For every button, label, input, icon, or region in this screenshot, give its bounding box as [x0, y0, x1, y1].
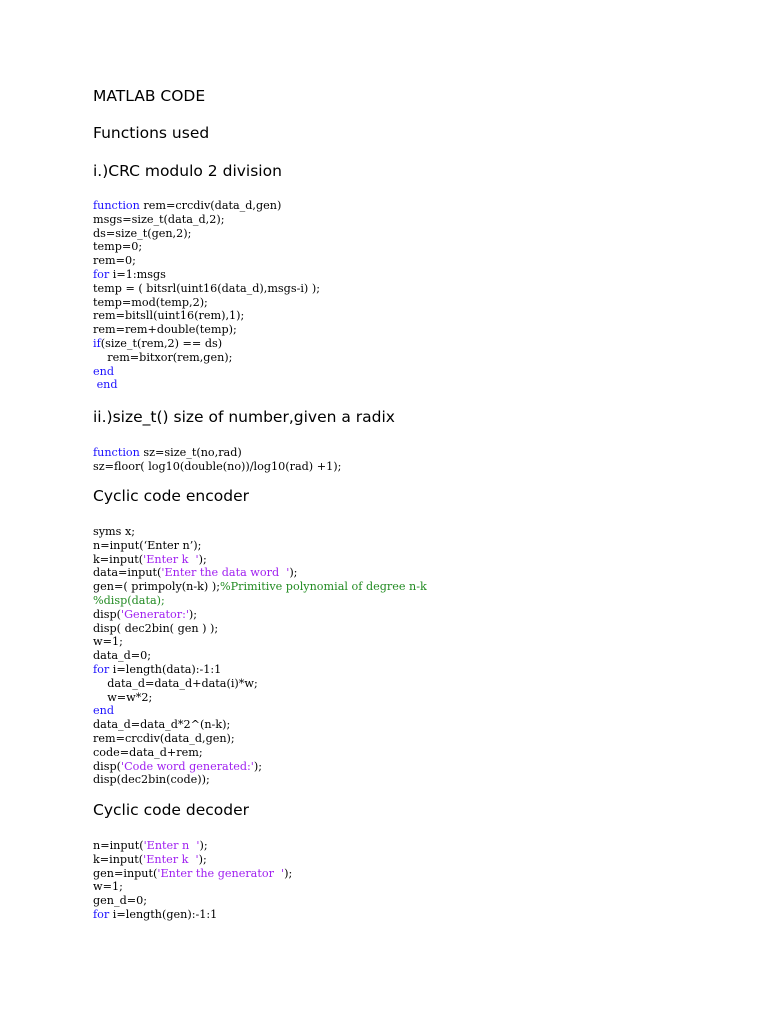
code-text: data=input(	[93, 566, 162, 580]
code-line	[93, 446, 341, 460]
code-text: msgs=size_t(data_d,2);	[93, 212, 225, 226]
code-text: k=input(	[93, 852, 144, 866]
code-block-cyclic-encoder	[93, 525, 427, 787]
code-text: temp=0;	[93, 240, 143, 254]
section-heading-cyclic-decoder: Cyclic code decoder	[93, 801, 250, 819]
code-text: rem=0;	[93, 254, 136, 268]
code-text: gen_d=0;	[93, 894, 148, 908]
code-text: rem=crcdiv(data_d,gen)	[139, 199, 282, 212]
code-line	[93, 867, 292, 881]
code-keyword: function	[93, 446, 140, 459]
code-keyword: for	[93, 662, 110, 676]
code-line	[93, 594, 427, 608]
code-keyword: end	[93, 704, 114, 718]
code-text: temp = ( bitsrl(uint16(data_d),msgs-i) );	[93, 281, 320, 295]
code-line	[93, 213, 320, 227]
code-keyword: function	[93, 199, 140, 212]
code-string: 'Code word generated:'	[121, 759, 254, 773]
section-heading-size-t: ii.)size_t() size of number,given a radix	[93, 408, 395, 426]
code-line	[93, 853, 292, 867]
code-line	[93, 309, 320, 323]
code-text: sz=floor( log10(double(no))/log10(rad) +1);	[93, 459, 342, 473]
code-keyword: end	[93, 364, 114, 378]
code-text: w=1;	[93, 880, 123, 894]
code-block-crcdiv	[93, 199, 320, 392]
code-line	[93, 268, 320, 282]
code-keyword: for	[93, 907, 110, 921]
code-line	[93, 880, 292, 894]
code-line	[93, 539, 427, 553]
code-text: );	[253, 759, 262, 773]
section-heading-crc-division: i.)CRC modulo 2 division	[93, 162, 282, 180]
code-comment: %disp(data);	[93, 593, 165, 607]
code-line	[93, 365, 320, 379]
code-line	[93, 746, 427, 760]
code-string: 'Enter the data word '	[161, 566, 290, 580]
code-string: 'Enter k '	[143, 552, 199, 566]
code-line	[93, 622, 427, 636]
code-text: rem=bitxor(rem,gen);	[93, 350, 233, 364]
code-line	[93, 378, 320, 392]
code-text: syms x;	[93, 525, 136, 538]
code-block-size-t	[93, 446, 341, 474]
code-line	[93, 691, 427, 705]
code-text: w=1;	[93, 635, 123, 649]
section-heading-cyclic-encoder: Cyclic code encoder	[93, 487, 249, 505]
section-heading-functions-used: Functions used	[93, 124, 210, 142]
code-comment: %Primitive polynomial of degree n-k	[219, 580, 427, 594]
code-line	[93, 296, 320, 310]
code-text: ds=size_t(gen,2);	[93, 226, 192, 240]
code-line	[93, 580, 427, 594]
code-text: disp(	[93, 607, 122, 621]
code-line	[93, 553, 427, 567]
code-text: );	[289, 566, 298, 580]
code-line	[93, 677, 427, 691]
code-line	[93, 773, 427, 787]
code-text: i=1:msgs	[109, 267, 166, 281]
code-keyword: if	[93, 336, 101, 350]
code-text: temp=mod(temp,2);	[93, 295, 208, 309]
code-string: 'Enter the generator '	[157, 866, 285, 880]
code-text: data_d=0;	[93, 649, 152, 663]
code-line	[93, 337, 320, 351]
code-text: rem=bitsll(uint16(rem),1);	[93, 309, 245, 323]
code-text: disp(dec2bin(code));	[93, 773, 210, 787]
code-text: k=input(	[93, 552, 144, 566]
code-line	[93, 323, 320, 337]
code-text: i=length(data):-1:1	[109, 662, 222, 676]
code-text: n=input(‘Enter n’);	[93, 538, 202, 552]
code-line	[93, 525, 427, 539]
code-line	[93, 663, 427, 677]
code-line	[93, 460, 341, 474]
code-text: disp( dec2bin( gen ) );	[93, 621, 219, 635]
code-text: w=w*2;	[93, 690, 153, 704]
code-line	[93, 718, 427, 732]
code-line	[93, 760, 427, 774]
code-keyword: for	[93, 267, 110, 281]
code-line	[93, 908, 292, 922]
code-line	[93, 894, 292, 908]
code-line	[93, 704, 427, 718]
code-text: i=length(gen):-1:1	[109, 907, 218, 921]
document-title: MATLAB CODE	[93, 87, 206, 105]
code-text: );	[284, 866, 293, 880]
code-line	[93, 351, 320, 365]
code-text: rem=rem+double(temp);	[93, 323, 237, 337]
code-text: );	[199, 839, 208, 852]
code-line	[93, 282, 320, 296]
code-line	[93, 635, 427, 649]
code-line	[93, 649, 427, 663]
code-text: n=input(	[93, 839, 144, 852]
code-text: data_d=data_d+data(i)*w;	[93, 676, 258, 690]
code-text: code=data_d+rem;	[93, 745, 203, 759]
code-string: 'Generator:'	[121, 607, 189, 621]
code-text: );	[198, 552, 207, 566]
code-line	[93, 732, 427, 746]
code-keyword: end	[96, 378, 118, 392]
code-line	[93, 608, 427, 622]
code-line	[93, 227, 320, 241]
code-text: sz=size_t(no,rad)	[139, 446, 242, 459]
code-text: data_d=data_d*2^(n-k);	[93, 718, 231, 732]
code-text: gen=( primpoly(n-k) );	[93, 580, 220, 594]
code-line	[93, 240, 320, 254]
code-line	[93, 199, 320, 213]
code-line	[93, 566, 427, 580]
code-string: 'Enter n '	[143, 839, 200, 852]
code-block-cyclic-decoder	[93, 839, 292, 922]
code-text: );	[188, 607, 198, 621]
code-text: );	[198, 852, 207, 866]
code-text: disp(	[93, 759, 122, 773]
code-text: (size_t(rem,2) == ds)	[100, 336, 223, 350]
code-line	[93, 839, 292, 853]
code-text: gen=input(	[93, 866, 158, 880]
code-string: 'Enter k '	[143, 852, 199, 866]
code-line	[93, 254, 320, 268]
code-text: rem=crcdiv(data_d,gen);	[93, 731, 235, 745]
